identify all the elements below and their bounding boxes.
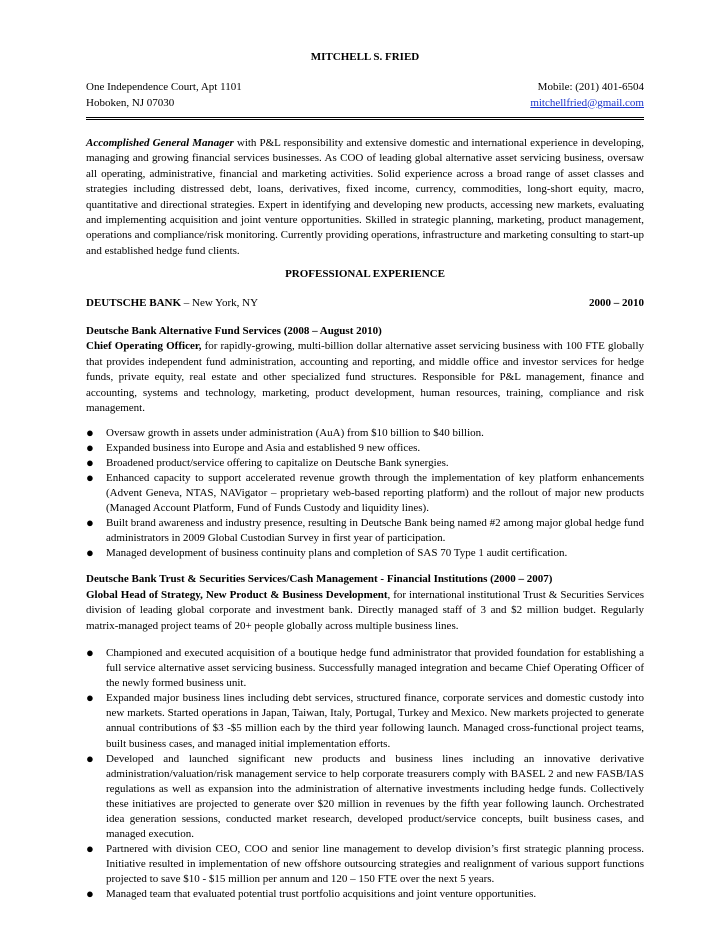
section-title: PROFESSIONAL EXPERIENCE xyxy=(285,268,445,281)
contact-right xyxy=(530,80,644,111)
bullet-icon: ● xyxy=(86,439,94,455)
list-item: ● Expanded major business lines including debt services, structured finance, corporate services and domestic custody into new markets. Started operations in Japan, Taiwan, Italy, Portugal, Turkey and Mexico. New markets projected to generate annual contributions of $3 -$5 million each by the third year following launch. Managed cross-functional project teams, built business cases, and managed initial implementation efforts. xyxy=(86,690,644,750)
role-1-bullets xyxy=(86,426,644,562)
bullet-icon: ● xyxy=(86,690,94,706)
list-item: ● Developed and launched significant new products and business lines including an innovative derivative administration/valuation/risk management service to help corporate treasurers comply with BASEL 2 and new FASB/IAS regulations as well as expansion into the administration of alternative investments including hedge funds. Collectively these initiatives are projected to generate over $20 million in revenues by the fifth year following launch. Orchestrated idea generation sessions, conducted market research, developed product/service concepts, built business cases, and managed execution. xyxy=(86,750,644,841)
phone: Mobile: (201) 401-6504 xyxy=(537,81,644,93)
bullet-icon: ● xyxy=(86,454,94,470)
bullet-icon: ● xyxy=(86,515,94,531)
address-line-1: One Independence Court, Apt 1101 xyxy=(86,81,242,93)
list-item: ● Enhanced capacity to support accelerated revenue growth through the implementation of key platform enhancements (Advent Geneva, NTAS, NAVigator – proprietary web-based reporting platform) and the rollout of major new products (Managed Account Platform, Fund of Funds Custody and liquidity lines). xyxy=(86,469,644,514)
role-2-title: Global Head of Strategy, New Product & Business Development xyxy=(86,588,388,601)
candidate-name: MITCHELL S. FRIED xyxy=(310,51,420,63)
employer-name: DEUTSCHE BANK xyxy=(86,296,182,309)
list-item: ● Broadened product/service offering to capitalize on Deutsche Bank synergies. xyxy=(86,454,449,470)
resume-page xyxy=(86,50,644,903)
role-2-desc: , for international institutional Trust & Securities Services division of leading global corporate and investment bank. Directly managed staff of 3 and $2 million budget. Regularly matrix-managed project teams of 20+ people globally across multiple business lines. xyxy=(86,588,644,632)
list-item: ● Partnered with division CEO, COO and senior line management to develop division’s first strategic planning process. Initiative resulted in implementation of new offshore outsourcing strategies and realignment of various support functions projected to save $10 - $15 million per annum and 120 – 150 FTE over the next 5 years. xyxy=(86,841,644,886)
list-item: ● Championed and executed acquisition of a boutique hedge fund administrator that provided foundation for establishing a full service alternative asset servicing business. Successfully managed integration and became Chief Operating Officer of the newly formed business unit. xyxy=(86,644,644,690)
bullet-icon: ● xyxy=(86,750,94,766)
list-item: ● Oversaw growth in assets under administration (AuA) from $10 billion to $40 billion. xyxy=(86,424,484,440)
summary-lead: Accomplished General Manager xyxy=(86,137,234,149)
bullet-icon: ● xyxy=(86,469,94,485)
contact-block xyxy=(86,80,644,111)
list-item: ● Managed team that evaluated potential trust portfolio acquisitions and joint venture opportunities. xyxy=(86,886,537,902)
bullet-icon: ● xyxy=(86,841,94,857)
role-1-title: Chief Operating Officer, xyxy=(86,340,202,353)
role-1-desc: for rapidly-growing, multi-billion dollar alternative asset servicing business with 100 FTE globally that provides independent fund administration, accounting and reporting, and middle office and investor services for hedge funds, private equity, real estate and other specialized fund structures. Responsible for P&L management, finance and accounting, systems and technology, marketing, product development, human resources, training, compliance and risk management. xyxy=(86,340,645,415)
list-item: ● Managed development of business continuity plans and completion of SAS 70 Type 1 audit certification. xyxy=(86,545,568,561)
role-2 xyxy=(86,572,644,634)
summary-paragraph xyxy=(86,136,644,259)
list-item: ● Expanded business into Europe and Asia and established 9 new offices. xyxy=(86,439,421,455)
header-divider xyxy=(86,117,644,120)
address xyxy=(86,80,242,111)
email-link[interactable]: mitchellfried@gmail.com xyxy=(530,96,644,109)
role-2-bullets xyxy=(86,646,644,903)
summary-text: with P&L responsibility and extensive domestic and international experience in developing, managing and growing financial services businesses. As COO of leading global alternative asset servicing business, oversaw all operating, administrative, financial and marketing activities. Solid experience across a broad range of asset classes and strategies including distressed debt, loans, derivatives, fixed income, currency, commodities, long-short equity, macro, quantitative and directional strategies. Expert in identifying and developing new products, accessing new markets, evaluating and implementing acquisition and joint venture opportunities. Skilled in strategic planning, marketing, product management, operations and compliance/risk monitoring. Currently providing operations, infrastructure and marketing consulting to start-up and established hedge fund clients. xyxy=(86,137,644,257)
bullet-icon: ● xyxy=(86,545,94,561)
role-2-unit: Deutsche Bank Trust & Securities Services/Cash Management - Financial Institutions (2000 – 2007) xyxy=(86,573,553,586)
employer-dates: 2000 – 2010 xyxy=(589,296,644,309)
employer-location: – New York, NY xyxy=(181,296,259,309)
bullet-icon: ● xyxy=(86,424,94,440)
address-line-2: Hoboken, NJ 07030 xyxy=(86,96,175,109)
bullet-icon: ● xyxy=(86,886,94,902)
bullet-icon: ● xyxy=(86,644,94,660)
list-item: ● Built brand awareness and industry presence, resulting in Deutsche Bank being named #2 among major global hedge fund administrators in 2009 Global Custodian Survey in first year of participation. xyxy=(86,515,644,545)
role-1-unit: Deutsche Bank Alternative Fund Services (2008 – August 2010) xyxy=(86,325,382,338)
employer-row xyxy=(86,296,644,311)
role-1 xyxy=(86,324,644,416)
